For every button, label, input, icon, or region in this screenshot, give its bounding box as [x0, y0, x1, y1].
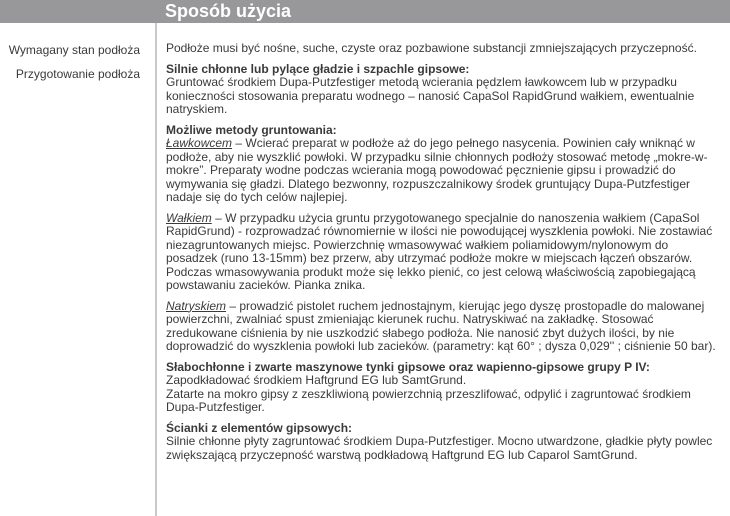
method-text-natryskiem: – prowadzić pistolet ruchem jednostajnym, kierując jego dyszę prostopadle do malowanej powierzchni, zwalniać spust zmieniając kierunek ruchu. Natryskiwać na zakładkę. Stosować zredukowane ciśnienia by nie uszkodzić słabego podłoża. Nie nanosić zbyt dużych ilości, by nie doprowadzić do wyszklenia powłoki lub zacieków. (parametry: kąt 60° ; dysza 0,029'' ; ciśnienie 50 bar).: [166, 298, 716, 353]
section-priming-methods: [166, 124, 720, 205]
section-heading: Silnie chłonne lub pylące gładzie i szpachle gipsowe:: [166, 61, 470, 76]
section-header-bar: [0, 0, 730, 23]
section-paragraph: [166, 300, 720, 354]
section-line: Zapodkładować środkiem Haftgrund EG lub SamtGrund.: [166, 373, 467, 387]
row-label-substrate-preparation: Przygotowanie podłoża: [15, 67, 140, 81]
section-heading: Słabochłonne i zwarte maszynowe tynki gipsowe oraz wapienno-gipsowe grupy P IV:: [166, 359, 650, 374]
section-weakly-absorbent-plasters: [166, 361, 720, 415]
section-gypsum-element-walls: [166, 422, 720, 463]
section-paragraph: Silnie chłonne płyty zagruntować środkiem Dupa-Putzfestiger. Mocno utwardzone, gładkie płyty powlec zwiększającą przyczepność warstwą podkładową Haftgrund EG lub Caparol SamtGrund.: [166, 434, 713, 462]
method-lead-walkiem: Wałkiem: [166, 210, 212, 225]
content-area: [0, 23, 730, 516]
section-heading: Ścianki z elementów gipsowych:: [166, 420, 353, 435]
intro-paragraph: Podłoże musi być nośne, suche, czyste oraz pozbawione substancji zmniejszających przyczepność.: [166, 41, 697, 55]
section-method-walkiem: [166, 212, 720, 293]
intro-block: [166, 42, 720, 56]
section-paragraph: Gruntować środkiem Dupa-Putzfestiger metodą wcierania pędzlem ławkowcem lub w przypadku konieczności stosowania preparatu wodnego – nanosić CapaSol RapidGrund wałkiem, ewentualnie natryskiem.: [166, 75, 695, 116]
method-lead-natryskiem: Natryskiem: [166, 298, 227, 313]
section-title: Sposób użycia: [165, 1, 292, 21]
section-heading: Możliwe metody gruntowania:: [166, 122, 337, 137]
section-method-natryskiem: [166, 300, 720, 354]
row-labels-column: [0, 23, 155, 516]
section-paragraph: [166, 212, 720, 293]
section-line: Zatarte na mokro gipsy z zeszkliwioną powierzchnią przeszlifować, odpylić i zagruntować środkiem Dupa-Putzfestiger.: [166, 386, 691, 414]
section-paragraph: [166, 137, 720, 205]
section-strongly-absorbent-fillers: [166, 63, 720, 117]
content-column: [155, 23, 730, 516]
method-text-lawkowcem: – Wcierać preparat w podłoże aż do jego pełnego nasycenia. Powinien cały wniknąć w podłoże, aby nie wyszklić powłoki. W przypadku silnie chłonnych podłoży stosować metodę „mokre-w-mokre”. Preparaty wodne podczas wcierania mogą powodować pęcznienie gipsu i prowadzić do wymywania się gładzi. Dlatego bezwonny, rozpuszczalnikowy środek gruntujący Dupa-Putzfestiger nadaje się do tych celów najlepiej.: [166, 136, 708, 204]
method-text-walkiem: – W przypadku użycia gruntu przygotowanego specjalnie do nanoszenia wałkiem (CapaSol RapidGrund) - rozprowadzać równomiernie w ilości nie powodującej wyszklenia powłoki. Nie zostawiać niezagruntowanych miejsc. Powierzchnię wmasowywać wałkiem poliamidowym/nylonowym do posadzek (runo 13-15mm) bez przerw, aby utrzymać podłoże mokre w miejscach łączeń obszarów. Podczas wmasowywania produkt może się lekko pienić, co jest celową właściwością zapobiegającą powstawaniu zacieków. Pianka znika.: [166, 210, 713, 292]
method-lead-lawkowcem: Ławkowcem: [166, 136, 233, 150]
row-label-required-substrate-condition: Wymagany stan podłoża: [8, 43, 140, 57]
